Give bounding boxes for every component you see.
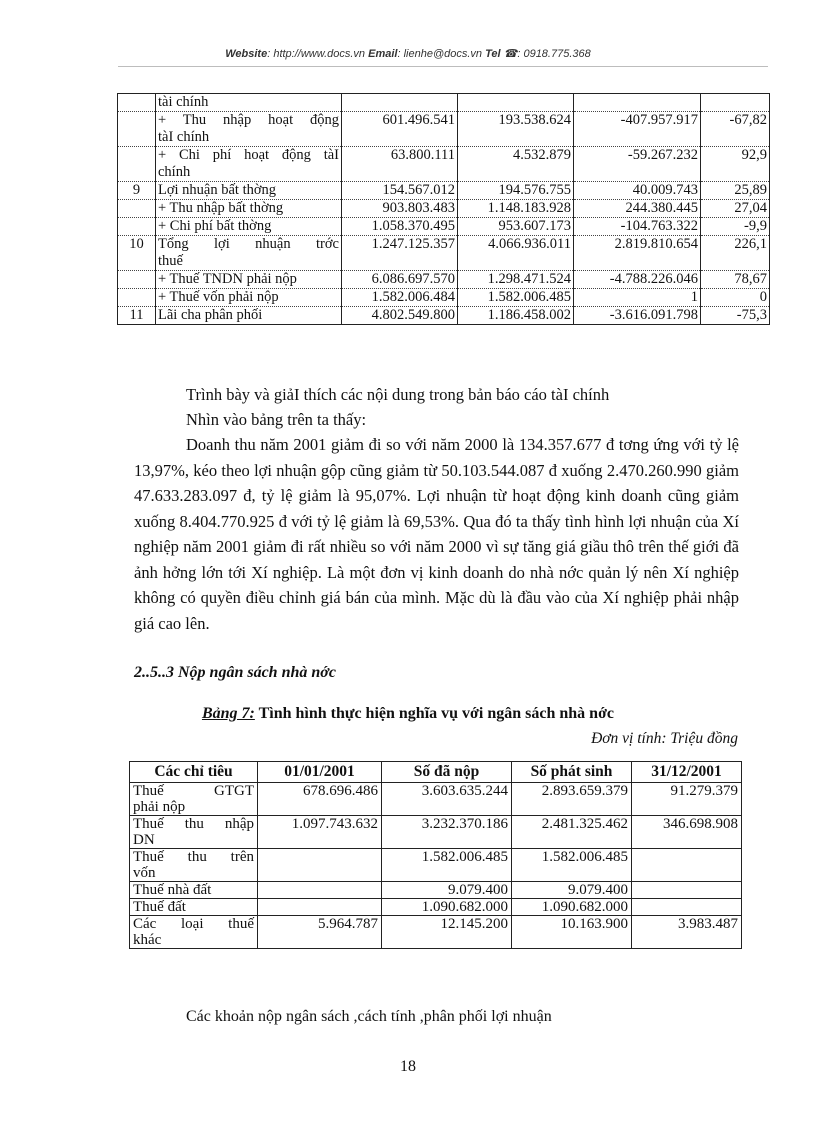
tel-value: : 0918.775.368	[517, 48, 591, 60]
phone-icon: ☎	[503, 48, 518, 60]
table-row: Thuế thu trên vốn 1.582.006.485 1.582.006.485	[130, 849, 742, 882]
website-value: : http://www.docs.vn	[267, 48, 366, 60]
profit-table	[117, 93, 770, 325]
table-row: 9 Lợi nhuận bất thờng 154.567.012 194.576.755 40.009.743 25,89	[118, 182, 770, 200]
table-row: Thuế thu nhập DN 1.097.743.632 3.232.370.186 2.481.325.462 346.698.908	[130, 816, 742, 849]
table-row: Thuế đất 1.090.682.000 1.090.682.000	[130, 899, 742, 916]
column-header: 01/01/2001	[258, 762, 382, 783]
tel-label: Tel	[485, 48, 501, 60]
table-row: Thuế GTGT phải nộp 678.696.486 3.603.635.244 2.893.659.379 91.279.379	[130, 783, 742, 816]
paragraph-analysis: Doanh thu năm 2001 giảm đi so với năm 2000 là 134.357.677 đ tơng ứng với tỷ lệ 13,97%, kéo theo lợi nhuận gộp cũng giảm từ 50.103.544.087 đ xuống 2.470.260.990 giảm 47.633.283.097 đ, tỷ lệ giảm là 95,07%. Lợi nhuận từ hoạt động kinh doanh cũng giảm xuống 8.404.770.925 đ với tỷ lệ giảm là 69,53%. Qua đó ta thấy tình hình lợi nhuận của Xí nghiệp năm 2001 giảm đi rất nhiều so với năm 2000 vì sự tăng giá giầu thô trên thế giới đã ảnh hởng lớn tới Xí nghiệp. Là một đơn vị kinh doanh do nhà nớc quản lý nên Xí nghiệp không có quyền điều chỉnh giá bán của mình. Mặc dù là đầu vào của Xí nghiệp phải nhập giá cao lên.	[134, 435, 739, 633]
table-row: + Thu nhập hoạt động tàI chính 601.496.541 193.538.624 -407.957.917 -67,82	[118, 112, 770, 147]
page-number: 18	[400, 1058, 416, 1075]
table-row: + Chi phí hoạt động tàI chính 63.800.111 4.532.879 -59.267.232 92,9	[118, 147, 770, 182]
caption-label: Bảng 7:	[201, 705, 255, 722]
caption-text: Tình hình thực hiện nghĩa vụ với ngân sách nhà nớc	[254, 705, 615, 722]
table-row: tài chính	[118, 94, 770, 112]
table-row: + Chi phí bất thờng 1.058.370.495 953.607.173 -104.763.322 -9,9	[118, 218, 770, 236]
table-row: 10 Tổng lợi nhuận trớc thuế 1.247.125.357 4.066.936.011 2.819.810.654 226,1	[118, 236, 770, 271]
website-label: Website	[225, 48, 268, 60]
column-header: 31/12/2001	[632, 762, 742, 783]
table-row: Các loại thuế khác 5.964.787 12.145.200 10.163.900 3.983.487	[130, 916, 742, 949]
table-caption	[0, 705, 816, 723]
email-label: Email	[368, 48, 398, 60]
header-divider	[118, 66, 768, 67]
column-header: Số phát sinh	[512, 762, 632, 783]
table-row: + Thuế TNDN phải nộp 6.086.697.570 1.298.471.524 -4.788.226.046 78,67	[118, 271, 770, 289]
table-row: + Thuế vốn phải nộp 1.582.006.484 1.582.006.485 1 0	[118, 289, 770, 307]
paragraph-intro: Trình bày và giảI thích các nội dung trong bản báo cáo tàI chính	[186, 385, 610, 404]
section-heading: 2..5..3 Nộp ngân sách nhà nớc	[134, 664, 336, 681]
column-header: Các chỉ tiêu	[130, 762, 258, 783]
footnote-text: Các khoản nộp ngân sách ,cách tính ,phân phối lợi nhuận	[186, 1008, 552, 1025]
table-row: 11 Lãi cha phân phối 4.802.549.800 1.186.458.002 -3.616.091.798 -75,3	[118, 307, 770, 325]
table-row: Thuế nhà đất 9.079.400 9.079.400	[130, 882, 742, 899]
page-header	[0, 47, 816, 60]
email-value: : lienhe@docs.vn	[397, 48, 483, 60]
unit-label: Đơn vị tính: Triệu đồng	[591, 730, 738, 747]
paragraph-observe: Nhìn vào bảng trên ta thấy:	[186, 410, 367, 429]
table-row: + Thu nhập bất thờng 903.803.483 1.148.183.928 244.380.445 27,04	[118, 200, 770, 218]
tax-table	[129, 761, 742, 949]
column-header: Số đã nộp	[382, 762, 512, 783]
table-header-row	[130, 762, 742, 783]
